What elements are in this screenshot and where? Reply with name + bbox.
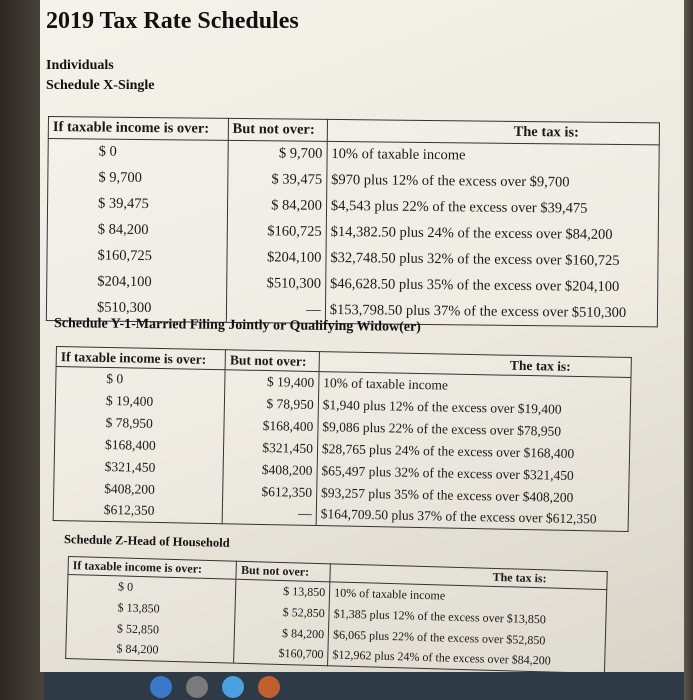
income-not-over-cell: $160,700 [234, 642, 328, 666]
income-over-cell: $ 78,950 [55, 410, 225, 435]
income-not-over-cell: $612,350 [223, 480, 317, 504]
settings-icon[interactable] [186, 676, 208, 698]
schedule-x-heading: Schedule X-Single [46, 78, 155, 93]
income-not-over-cell: $ 13,850 [236, 579, 330, 603]
col-tax-header: The tax is: [327, 119, 659, 144]
income-over-cell: $612,350 [53, 498, 223, 523]
income-not-over-cell: $ 78,950 [224, 392, 318, 416]
col-not-over-header: But not over: [228, 118, 327, 141]
tax-formula-cell: 10% of taxable income [329, 582, 606, 611]
income-not-over-cell: $160,725 [227, 218, 326, 245]
schedule-z-heading: Schedule Z-Head of Household [63, 532, 230, 550]
browser-icon[interactable] [150, 676, 172, 698]
tax-formula-cell: $164,709.50 plus 37% of the excess over $612,350 [316, 504, 629, 532]
income-over-cell: $ 13,850 [67, 595, 236, 621]
tax-formula-cell: 10% of taxable income [318, 372, 631, 400]
screen-bezel-left [0, 0, 44, 700]
income-over-cell: $ 0 [56, 367, 226, 392]
col-over-header: If taxable income is over: [68, 557, 237, 580]
income-not-over-cell: $ 19,400 [225, 370, 319, 394]
col-tax-header: The tax is: [330, 564, 607, 590]
tax-formula-cell: $6,065 plus 22% of the excess over $52,850 [328, 624, 605, 653]
tax-formula-cell: $65,497 plus 32% of the excess over $321,450 [317, 460, 630, 488]
income-not-over-cell: $ 84,200 [227, 192, 326, 219]
income-over-cell: $ 0 [48, 139, 228, 167]
income-over-cell: $ 84,200 [47, 216, 227, 244]
income-over-cell: $204,100 [47, 268, 227, 296]
schedule-x-table [46, 116, 660, 327]
tax-formula-cell: $32,748.50 plus 32% of the excess over $160,725 [326, 245, 658, 274]
income-not-over-cell: $ 52,850 [235, 600, 329, 624]
income-over-cell: $ 39,475 [47, 191, 227, 219]
tax-formula-cell: $970 plus 12% of the excess over $9,700 [327, 167, 659, 196]
income-not-over-cell: $204,100 [227, 244, 326, 271]
income-over-cell: $ 0 [67, 575, 236, 601]
tax-formula-cell: $46,628.50 plus 35% of the excess over $204,100 [325, 271, 657, 300]
page-title: 2019 Tax Rate Schedules [46, 8, 299, 34]
col-tax-header: The tax is: [319, 352, 631, 378]
section-heading: Individuals [46, 58, 114, 73]
help-icon[interactable] [258, 676, 280, 698]
income-not-over-cell: $510,300 [226, 270, 325, 297]
taskbar [44, 672, 684, 700]
tax-formula-cell: $12,962 plus 24% of the excess over $84,200 [328, 645, 605, 672]
income-not-over-cell: $168,400 [224, 414, 318, 438]
income-over-cell: $510,300 [46, 294, 226, 322]
income-not-over-cell: — [226, 296, 325, 323]
tax-formula-cell: $1,385 plus 12% of the excess over $13,850 [329, 603, 606, 632]
col-over-header: If taxable income is over: [48, 117, 228, 141]
tax-document-page [40, 0, 684, 672]
tax-formula-cell: $93,257 plus 35% of the excess over $408,200 [316, 482, 629, 510]
app-icon[interactable] [222, 676, 244, 698]
tax-formula-cell: $14,382.50 plus 24% of the excess over $84,200 [326, 219, 658, 248]
income-not-over-cell: — [222, 502, 316, 526]
income-not-over-cell: $ 39,475 [227, 166, 326, 193]
income-not-over-cell: $321,450 [224, 436, 318, 460]
tax-formula-cell: $1,940 plus 12% of the excess over $19,400 [318, 394, 631, 422]
income-over-cell: $ 9,700 [48, 165, 228, 193]
income-over-cell: $408,200 [54, 476, 224, 501]
income-not-over-cell: $408,200 [223, 458, 317, 482]
income-over-cell: $ 19,400 [55, 389, 225, 414]
col-over-header: If taxable income is over: [56, 347, 226, 370]
tax-formula-cell: $4,543 plus 22% of the excess over $39,475 [326, 193, 658, 222]
col-not-over-header: But not over: [236, 561, 330, 582]
tax-formula-cell: $9,086 plus 22% of the excess over $78,950 [318, 416, 631, 444]
tax-formula-cell: $28,765 plus 24% of the excess over $168,400 [317, 438, 630, 466]
tax-formula-cell: 10% of taxable income [327, 141, 659, 170]
income-not-over-cell: $ 9,700 [228, 140, 327, 167]
schedule-y1-heading: Schedule Y-1-Married Filing Jointly or Qualifying Widow(er) [53, 316, 421, 335]
income-over-cell: $ 52,850 [66, 616, 235, 642]
income-not-over-cell: $ 84,200 [235, 621, 329, 645]
income-over-cell: $ 84,200 [66, 637, 235, 663]
schedule-y1-table [53, 346, 632, 532]
tax-formula-cell: $153,798.50 plus 37% of the excess over $510,300 [325, 297, 657, 326]
income-over-cell: $321,450 [54, 454, 224, 479]
schedule-z-table [65, 556, 608, 672]
income-over-cell: $160,725 [47, 242, 227, 270]
col-not-over-header: But not over: [225, 350, 319, 372]
income-over-cell: $168,400 [54, 432, 224, 457]
